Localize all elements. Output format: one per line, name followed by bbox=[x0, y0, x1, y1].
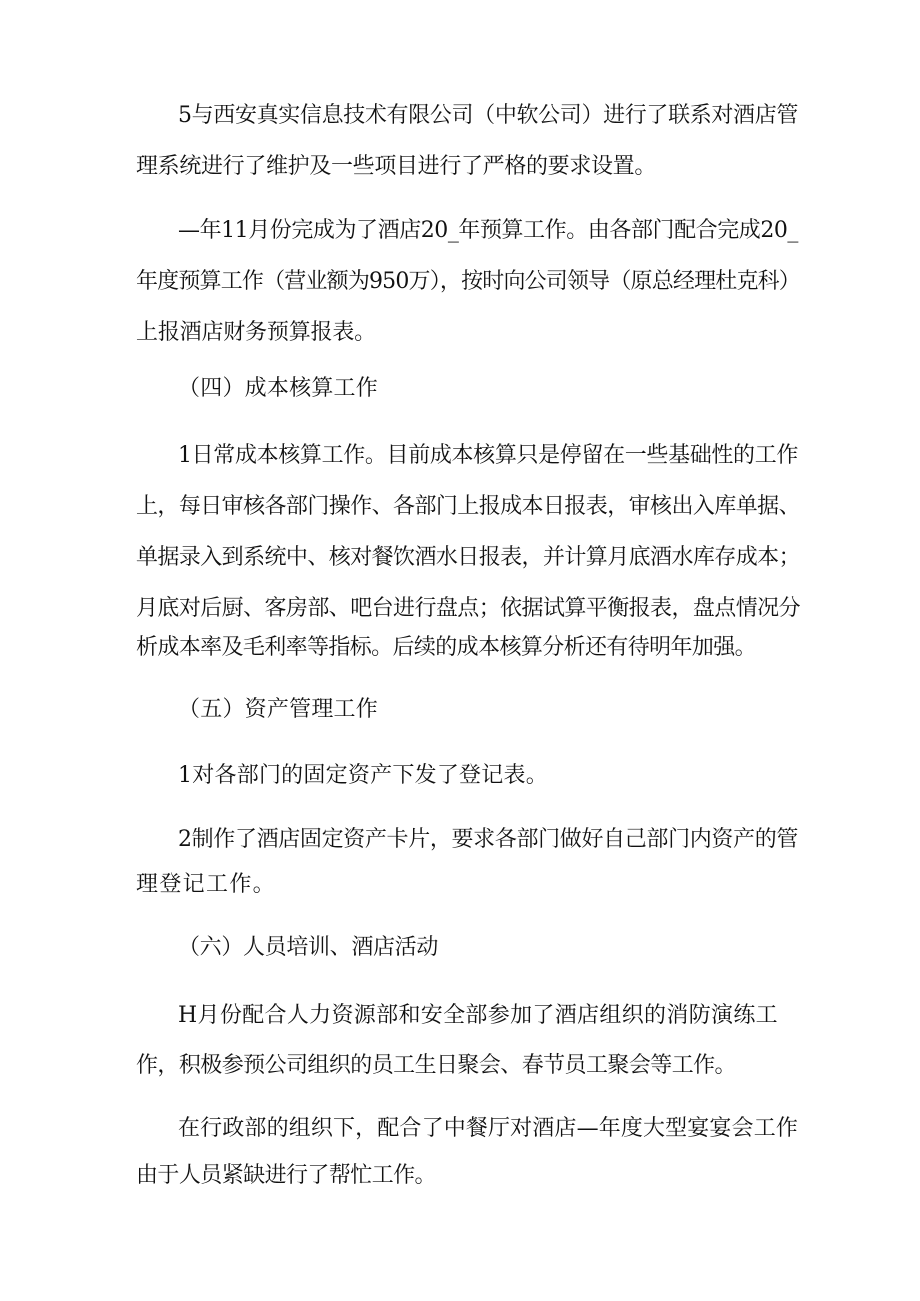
text-line: 在行政部的组织下，配合了中餐厅对酒店—年度大型宴宴会工作 bbox=[178, 1116, 798, 1141]
text-line: 单据录入到系统中、核对餐饮酒水日报表，并计算月底酒水库存成本； bbox=[136, 545, 800, 570]
text-line: 上报酒店财务预算报表。 bbox=[136, 320, 376, 345]
section-heading: （四）成本核算工作 bbox=[178, 376, 378, 401]
text-line: 1日常成本核算工作。目前成本核算只是停留在一些基础性的工作 bbox=[178, 443, 798, 468]
text-line: 作，积极参预公司组织的员工生日聚会、春节员工聚会等工作。 bbox=[136, 1053, 736, 1078]
text-line: 理系统进行了维护及一些项目进行了严格的要求设置。 bbox=[136, 154, 656, 179]
text-line: 2制作了酒店固定资产卡片，要求各部门做好自己部门内资产的管 bbox=[178, 827, 798, 852]
text-line: —年11月份完成为了酒店20_年预算工作。由各部门配合完成20_ bbox=[178, 218, 798, 243]
text-line: 上，每日审核各部门操作、各部门上报成本日报表，审核出入库单据、 bbox=[136, 494, 800, 519]
text-line: H月份配合人力资源部和安全部参加了酒店组织的消防演练工 bbox=[178, 1003, 778, 1028]
text-line: 年度预算工作（营业额为950万），按时向公司领导（原总经理杜克科） bbox=[136, 269, 800, 294]
section-heading: （五）资产管理工作 bbox=[178, 697, 378, 722]
text-line: 理登记工作。 bbox=[136, 872, 276, 897]
text-line: 由于人员紧缺进行了帮忙工作。 bbox=[136, 1163, 436, 1188]
text-line: 1对各部门的固定资产下发了登记表。 bbox=[178, 763, 548, 788]
section-heading: （六）人员培训、酒店活动 bbox=[178, 935, 438, 960]
text-line: 析成本率及毛利率等指标。后续的成本核算分析还有待明年加强。 bbox=[136, 635, 756, 660]
text-line: 月底对后厨、客房部、吧台进行盘点；依据试算平衡报表，盘点情况分 bbox=[136, 596, 800, 621]
text-line: 5与西安真实信息技术有限公司（中软公司）进行了联系对酒店管 bbox=[178, 103, 798, 128]
